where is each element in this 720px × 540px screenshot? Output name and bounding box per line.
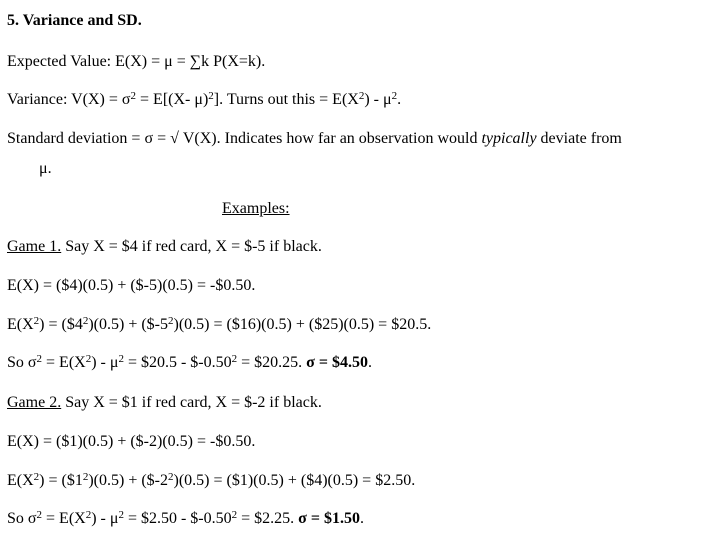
std-dev-line: Standard deviation = σ = √ V(X). Indicates how far an observation would typically deviate from [7, 130, 622, 147]
section-heading: 5. Variance and SD. [7, 12, 142, 29]
game1-second-moment: $E(X^2)$ = $(\$4^2)(0.5)$ + $(\$-5^2)(0.5)$ = ($16)(0.5) + ($25)(0.5) = $20.5. [7, 315, 432, 333]
examples-heading: Examples: [222, 200, 290, 217]
variance-line: Variance: $V(X) = \sigma^2 = E[(X-$ μ)$^2$]. Turns out this = $E(X^2) - \mu^2$. [7, 90, 402, 108]
std-dev-line-continued: μ. [39, 160, 52, 177]
game1-expected-value: E(X) = ($4)(0.5) + ($-5)(0.5) = -$0.50. [7, 277, 256, 294]
game2-sd-result: σ = $1.50 [298, 510, 360, 527]
game1-title: Game 1. [7, 238, 62, 255]
game2-expected-value: E(X) = ($1)(0.5) + ($-2)(0.5) = -$0.50. [7, 433, 256, 450]
game1-description: Game 1. Say X = $4 if red card, X = $-5 if black. [7, 238, 322, 255]
game2-variance-result: So $\sigma^2 = E(X^2) - \mu^2$ = $2.50 - $\$-0.50^2$ = $2.25. σ = $1.50. [7, 509, 364, 527]
game2-title: Game 2. [7, 394, 62, 411]
game2-description: Game 2. Say X = $1 if red card, X = $-2 if black. [7, 394, 322, 411]
game2-second-moment: $E(X^2)$ = $(\$1^2)(0.5)$ + $(\$-2^2)(0.5)$ = ($1)(0.5) + ($4)(0.5) = $2.50. [7, 471, 416, 489]
expected-value-line: Expected Value: E(X) = μ = ∑k P(X=k). [7, 53, 266, 70]
game1-sd-result: σ = $4.50 [306, 354, 368, 371]
game1-variance-result: So $\sigma^2 = E(X^2) - \mu^2$ = $20.5 - $\$-0.50^2$ = $20.25. σ = $4.50. [7, 353, 372, 371]
